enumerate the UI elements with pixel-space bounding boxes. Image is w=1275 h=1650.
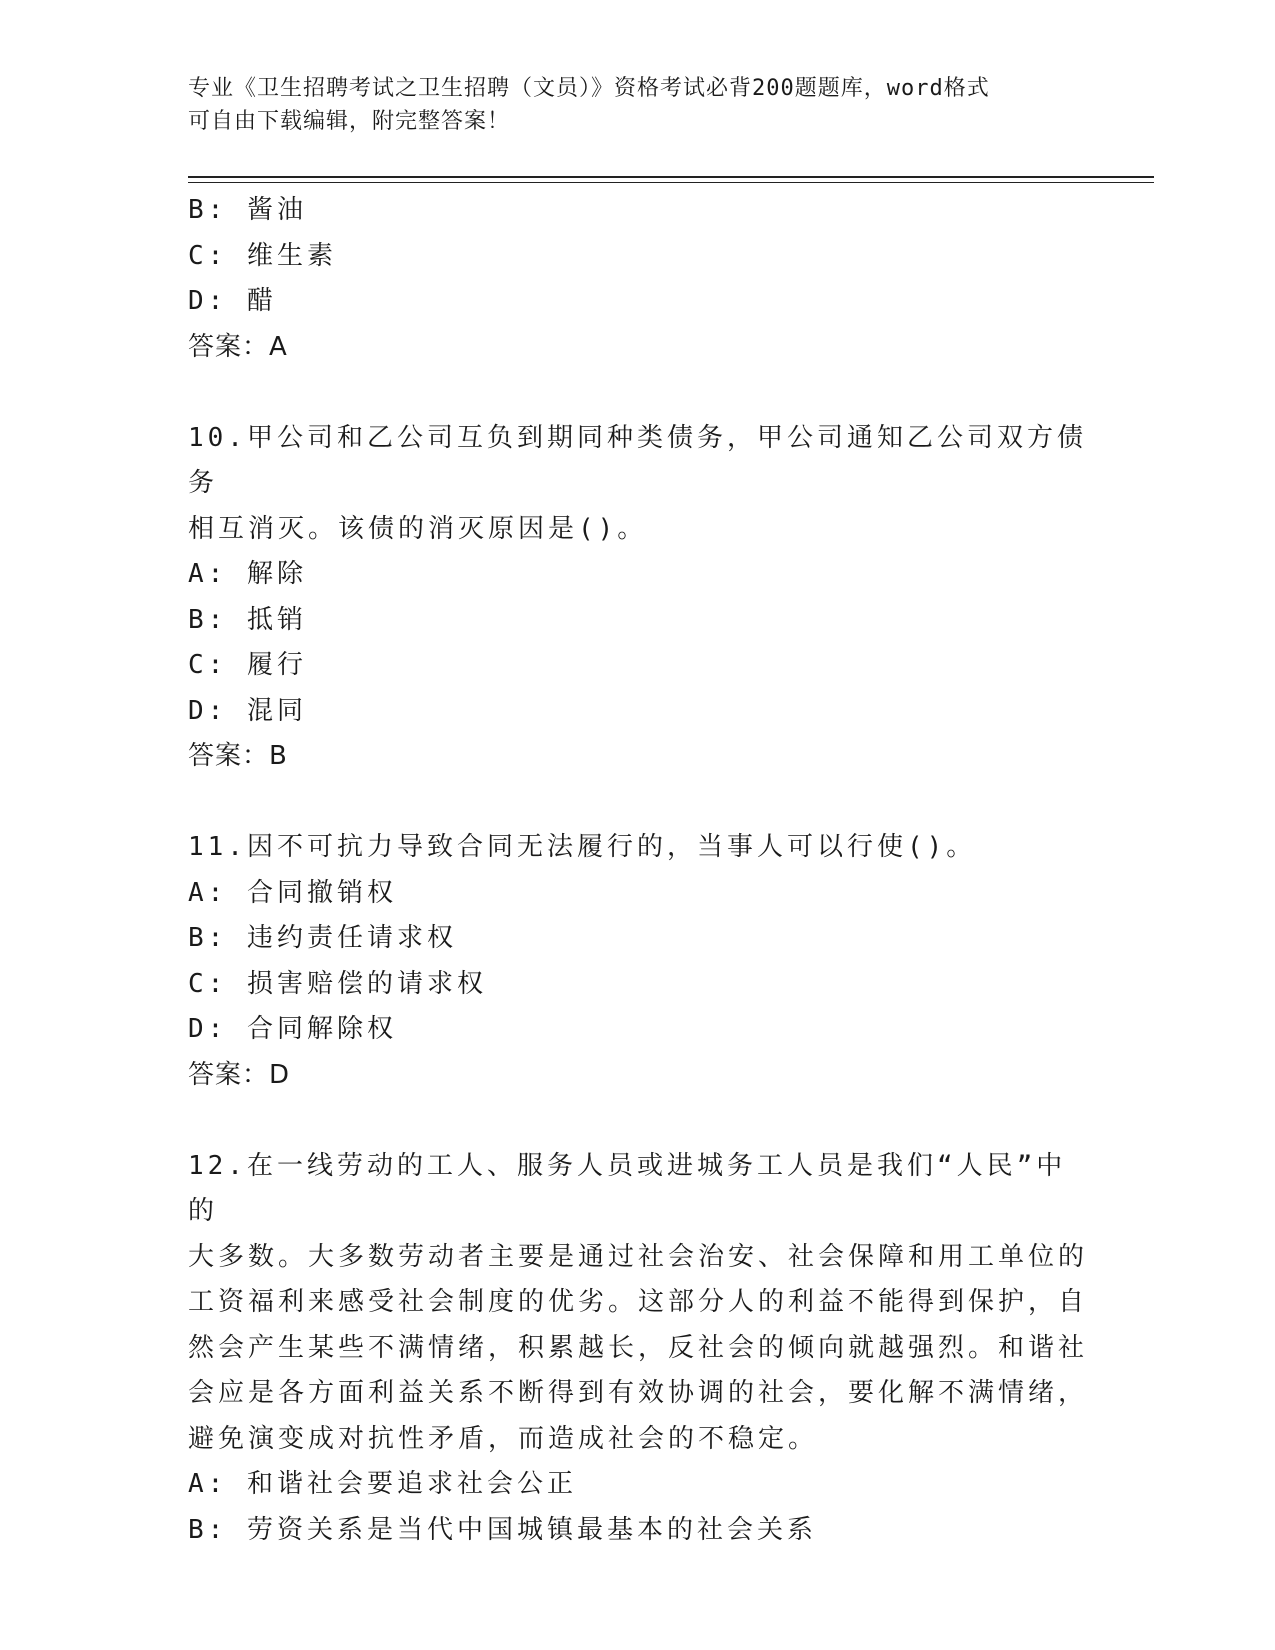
question-spacer <box>188 780 1088 826</box>
question-stem-line: 10.甲公司和乙公司互负到期同种类债务，甲公司通知乙公司双方债务 <box>188 422 1087 498</box>
header-divider-thin <box>188 182 1154 183</box>
option-b: B: 抵销 <box>188 604 307 635</box>
question-stem-line: 大多数。大多数劳动者主要是通过社会治安、社会保障和用工单位的 <box>188 1241 1089 1272</box>
option-a: A: 和谐社会要追求社会公正 <box>188 1469 577 1499</box>
question-11 <box>188 825 1088 1098</box>
option-b: B: 酱油 <box>188 195 307 225</box>
option-d: D: 合同解除权 <box>188 1014 397 1044</box>
question-spacer <box>188 370 1088 416</box>
option-c: C: 损害赔偿的请求权 <box>188 968 487 999</box>
option-b: B: 违约责任请求权 <box>188 923 457 953</box>
question-stem-line: 避免演变成对抗性矛盾，而造成社会的不稳定。 <box>188 1423 819 1454</box>
question-9 <box>188 188 1088 370</box>
header-divider-thick <box>188 176 1154 178</box>
question-stem-line: 相互消灭。该债的消灭原因是()。 <box>188 513 648 544</box>
page-header <box>188 72 1088 138</box>
question-stem-line: 12.在一线劳动的工人、服务人员或进城务工人员是我们“人民”中的 <box>188 1150 1067 1226</box>
question-10 <box>188 416 1088 780</box>
question-12 <box>188 1144 1088 1554</box>
question-list <box>188 188 1088 1553</box>
question-stem-line: 然会产生某些不满情绪，积累越长，反社会的倾向就越强烈。和谐社 <box>188 1332 1089 1363</box>
option-d: D: 混同 <box>188 695 307 726</box>
option-a: A: 解除 <box>188 559 307 589</box>
option-c: C: 维生素 <box>188 240 337 271</box>
option-a: A: 合同撤销权 <box>188 877 397 908</box>
option-c: C: 履行 <box>188 650 307 680</box>
question-stem-line: 工资福利来感受社会制度的优劣。这部分人的利益不能得到保护，自 <box>188 1287 1089 1317</box>
question-stem-line: 会应是各方面利益关系不断得到有效协调的社会，要化解不满情绪， <box>188 1378 1089 1408</box>
option-b: B: 劳资关系是当代中国城镇最基本的社会关系 <box>188 1514 817 1545</box>
header-title-line-1: 专业《卫生招聘考试之卫生招聘（文员）》资格考试必背200题题库，word格式 <box>188 76 990 101</box>
answer-line: 答案：B <box>188 741 288 771</box>
option-d: D: 醋 <box>188 286 277 316</box>
answer-line: 答案：D <box>188 1059 291 1090</box>
answer-line: 答案：A <box>188 331 288 362</box>
question-spacer <box>188 1098 1088 1144</box>
question-stem-line: 11.因不可抗力导致合同无法履行的，当事人可以行使()。 <box>188 832 977 862</box>
header-title-line-2: 可自由下载编辑，附完整答案！ <box>188 109 511 134</box>
